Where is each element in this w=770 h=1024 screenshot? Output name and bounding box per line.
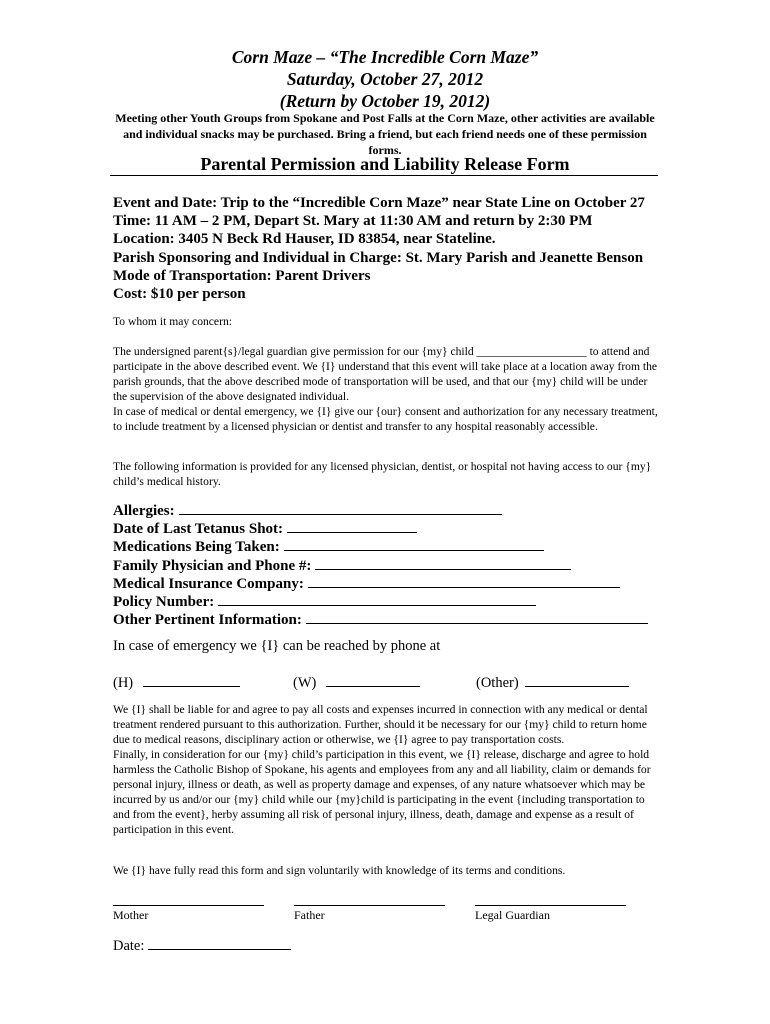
allergies-line[interactable] <box>179 502 502 515</box>
emergency-contact-text: In case of emergency we {I} can be reached by phone at <box>113 638 441 654</box>
tetanus-line[interactable] <box>287 520 417 533</box>
physician-label: Family Physician and Phone #: <box>113 557 312 574</box>
work-phone-field[interactable] <box>293 674 420 692</box>
date-field[interactable] <box>113 937 291 955</box>
return-date: (Return by October 19, 2012) <box>279 91 491 111</box>
medications-line[interactable] <box>284 538 544 551</box>
release-paragraph: Finally, in consideration for our {my} child’s participation in this event, we {I} release, discharge and agree to hold harmless the Catholic Bishop of Spokane, his agents and employees from any and all liability, claim or demands for personal injury, illness or death, as well as property damage and expenses, of any nature whatsoever which may be incurred by us and/or our {my} child while our {my}child is participating in the event {including transportation to and from the event}, herby assuming all risk of personal injury, illness, death, damage and expense as a result of participation in this event. <box>113 748 651 836</box>
allergies-field[interactable] <box>113 502 673 520</box>
other-info-line[interactable] <box>306 611 648 624</box>
other-phone-line[interactable] <box>525 674 629 687</box>
event-cost: Cost: $10 per person <box>113 286 246 303</box>
insurance-field[interactable] <box>113 575 673 593</box>
other-info-field[interactable] <box>113 611 673 629</box>
date-label: Date: <box>113 938 145 954</box>
event-sponsor: Parish Sponsoring and Individual in Charge: St. Mary Parish and Jeanette Benson <box>113 249 644 266</box>
title-divider <box>110 175 658 176</box>
event-date: Saturday, October 27, 2012 <box>286 69 484 89</box>
event-location: Location: 3405 N Beck Rd Hauser, ID 83854, near Stateline. <box>113 231 496 248</box>
liability-section <box>113 702 658 837</box>
tetanus-field[interactable] <box>113 520 673 538</box>
salutation: To whom it may concern: <box>113 315 232 328</box>
insurance-label: Medical Insurance Company: <box>113 575 304 592</box>
liability-paragraph: We {I} shall be liable for and agree to pay all costs and expenses incurred in connection with any medical or dental treatment rendered pursuant to this authorization. Further, should it be necessary for our {my} child to return home due to medical reasons, disciplinary action or otherwise, we {I} agree to pay transportation costs. <box>113 703 648 746</box>
consent-paragraph: The undersigned parent{s}/legal guardian give permission for our {my} child ___________________ to attend and participate in the above described event. We {I} understand that this event will take place at a location away from the parish grounds, that the above described mode of transportation will be used, and that our {my} child will be under the supervision of the above designated individual. <box>113 345 658 403</box>
medications-label: Medications Being Taken: <box>113 539 280 556</box>
father-label: Father <box>294 908 325 922</box>
transport-mode: Mode of Transportation: Parent Drivers <box>113 267 371 284</box>
work-phone-label: (W) <box>293 675 317 691</box>
event-time: Time: 11 AM – 2 PM, Depart St. Mary at 11:30 AM and return by 2:30 PM <box>113 213 593 230</box>
policy-field[interactable] <box>113 593 673 611</box>
other-phone-label: (Other) <box>476 675 519 691</box>
event-info <box>113 194 673 303</box>
tetanus-label: Date of Last Tetanus Shot: <box>113 521 284 538</box>
event-and-date: Event and Date: Trip to the “Incredible Corn Maze” near State Line on October 27 <box>113 195 645 211</box>
physician-field[interactable] <box>113 557 673 575</box>
insurance-line[interactable] <box>308 575 620 588</box>
physician-line[interactable] <box>315 557 571 570</box>
allergies-label: Allergies: <box>113 503 175 519</box>
father-signature-line[interactable] <box>294 905 445 906</box>
mother-label: Mother <box>113 908 149 922</box>
policy-label: Policy Number: <box>113 594 215 611</box>
consent-section <box>113 344 658 434</box>
form-title: Parental Permission and Liability Release Form <box>200 154 570 174</box>
guardian-label: Legal Guardian <box>475 908 550 922</box>
intro-text: Meeting other Youth Groups from Spokane and Post Falls at the Corn Maze, other activities are available and individual snacks may be purchased. Bring a friend, but each friend needs one of these permission forms. <box>115 111 655 157</box>
home-phone-field[interactable] <box>113 674 240 692</box>
home-phone-label: (H) <box>113 675 134 691</box>
emergency-consent-paragraph: In case of medical or dental emergency, we {I} give our {our} consent and authorization for any necessary treatment, to include treatment by a licensed physician or dentist and transfer to any hospital reasonably accessible. <box>113 405 658 433</box>
mother-signature-line[interactable] <box>113 905 264 906</box>
medications-field[interactable] <box>113 538 673 556</box>
home-phone-line[interactable] <box>143 674 240 687</box>
medical-fields <box>113 502 673 629</box>
other-phone-field[interactable] <box>476 674 629 692</box>
event-title: Corn Maze – “The Incredible Corn Maze” <box>231 47 539 67</box>
work-phone-line[interactable] <box>326 674 420 687</box>
acknowledgement-text: We {I} have fully read this form and sign voluntarily with knowledge of its terms and conditions. <box>113 864 566 877</box>
guardian-signature-line[interactable] <box>475 905 626 906</box>
date-line[interactable] <box>148 937 291 950</box>
policy-line[interactable] <box>218 593 536 606</box>
medical-info-intro: The following information is provided for any licensed physician, dentist, or hospital not having access to our {my} child’s medical history. <box>113 460 652 488</box>
other-info-label: Other Pertinent Information: <box>113 612 302 629</box>
